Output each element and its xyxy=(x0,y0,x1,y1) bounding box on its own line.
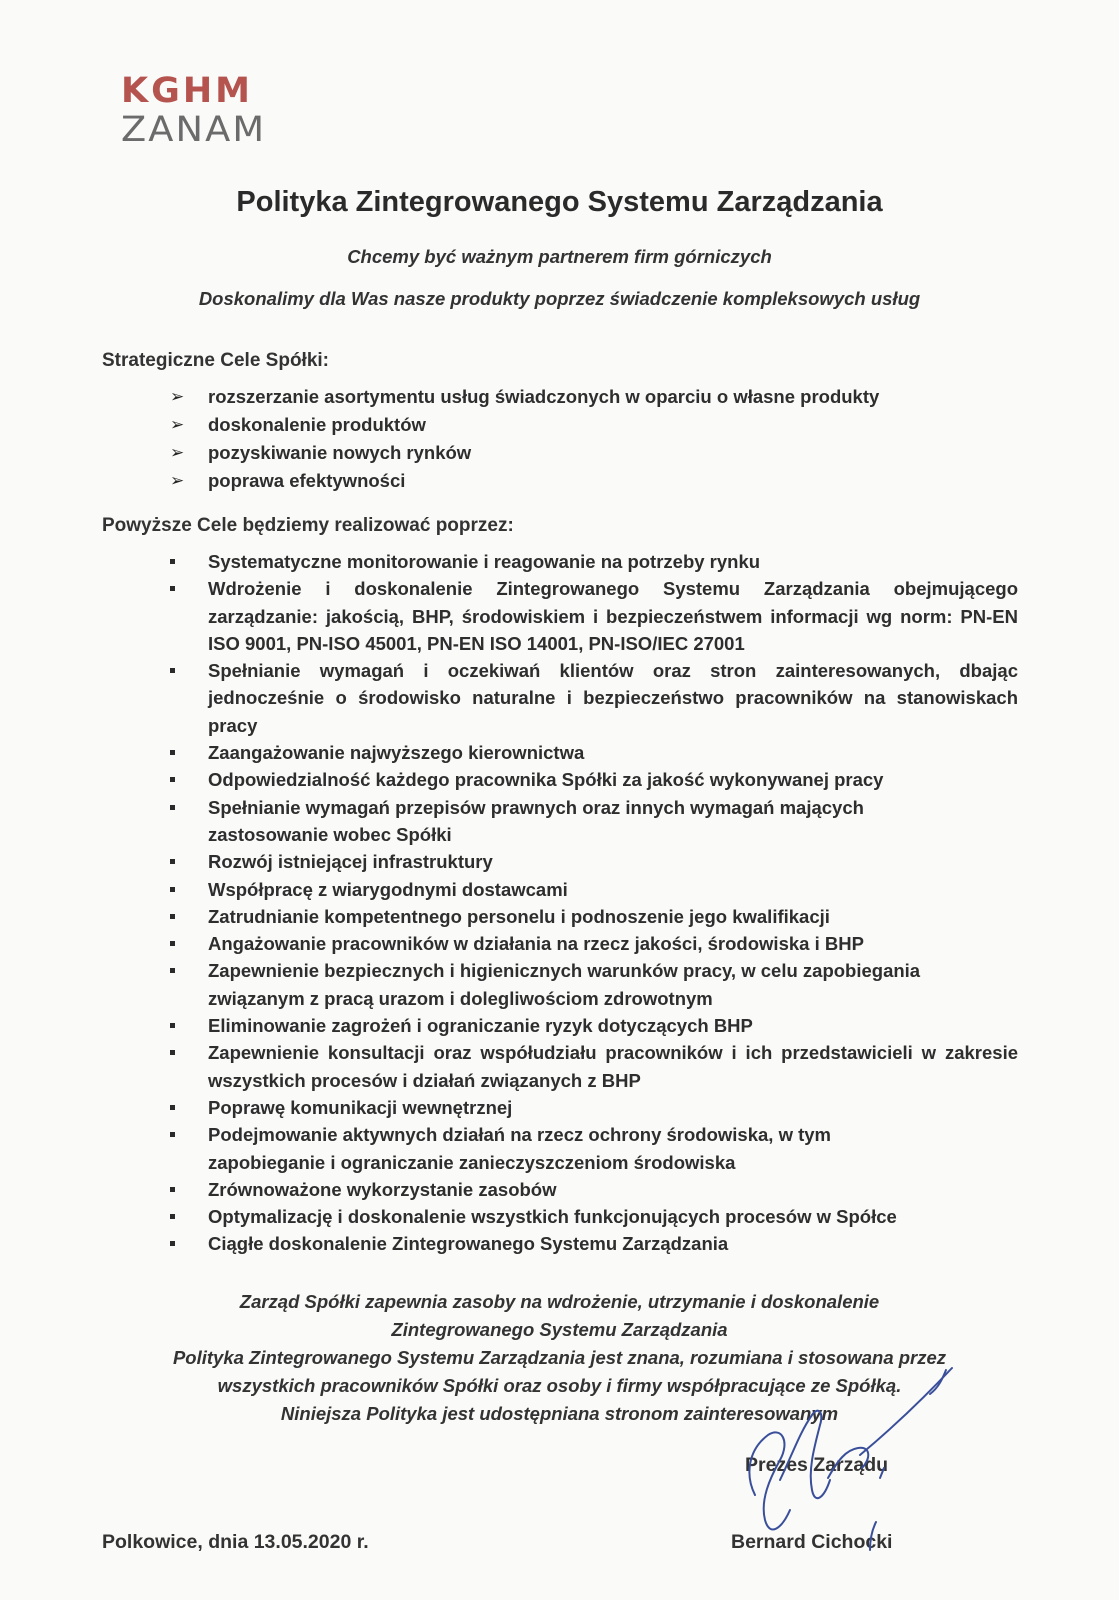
measure-item xyxy=(170,1012,1018,1039)
measure-item xyxy=(170,739,1018,766)
measure-text: Zaangażowanie najwyższego kierownictwa xyxy=(208,742,585,764)
measure-text: Spełnianie wymagań i oczekiwań klientów oraz stron zainteresowanych, dbając jednocześnie o środowisko naturalne i bezpieczeństwo pracowników na stanowiskach pracy xyxy=(208,660,1018,736)
closing-statement xyxy=(0,1288,1119,1428)
measure-text: Ciągłe doskonalenie Zintegrowanego Systemu Zarządzania xyxy=(208,1233,729,1255)
measure-text: Poprawę komunikacji wewnętrznej xyxy=(208,1096,513,1118)
measure-item xyxy=(170,548,1018,575)
document-title: Polityka Zintegrowanego Systemu Zarządzania xyxy=(236,186,883,218)
square-bullet-icon xyxy=(170,1105,175,1110)
measure-text: Wdrożenie i doskonalenie Zintegrowanego Systemu Zarządzania obejmującego zarządzanie: jakością, BHP, środowiskiem i bezpieczeństwem informacji wg norm: PN-EN ISO 9001, PN-ISO 45001, PN-EN ISO 14001, PN-ISO/IEC 27001 xyxy=(208,578,1018,654)
motto-1: Chcemy być ważnym partnerem firm górniczych xyxy=(347,246,772,267)
goals-heading: Strategiczne Cele Spółki: xyxy=(102,350,330,371)
closing-line: Zintegrowanego Systemu Zarządzania xyxy=(391,1319,728,1340)
goal-item xyxy=(170,383,879,411)
closing-line: wszystkich pracowników Spółki oraz osoby i firmy współpracujące ze Spółką. xyxy=(217,1375,902,1396)
square-bullet-icon xyxy=(170,887,175,892)
measure-text: Zapewnienie bezpiecznych i higienicznych warunków pracy, w celu zapobiegania związanym z pracą urazom i dolegliwościom zdrowotnym xyxy=(208,960,921,1009)
square-bullet-icon xyxy=(170,914,175,919)
arrow-bullet-icon: ➢ xyxy=(170,443,185,462)
square-bullet-icon xyxy=(170,941,175,946)
motto-2: Doskonalimy dla Was nasze produkty poprzez świadczenie kompleksowych usług xyxy=(198,288,921,309)
measure-text: Współpracę z wiarygodnymi dostawcami xyxy=(208,878,568,900)
square-bullet-icon xyxy=(170,777,175,782)
arrow-bullet-icon: ➢ xyxy=(170,471,185,490)
arrow-bullet-icon: ➢ xyxy=(170,415,185,434)
signatory-name: Bernard Cichocki xyxy=(731,1531,893,1553)
goals-list xyxy=(170,383,879,495)
measures-list xyxy=(170,548,1018,1258)
goal-text: pozyskiwanie nowych rynków xyxy=(208,442,472,463)
measure-item xyxy=(170,1121,1018,1176)
square-bullet-icon xyxy=(170,1132,175,1137)
arrow-bullet-icon: ➢ xyxy=(170,387,185,406)
measure-item xyxy=(170,957,1018,1012)
measures-heading: Powyższe Cele będziemy realizować poprzez: xyxy=(102,515,514,536)
square-bullet-icon xyxy=(170,805,175,810)
measure-text: Odpowiedzialność każdego pracownika Spółki za jakość wykonywanej pracy xyxy=(208,769,884,791)
measure-item xyxy=(170,1176,1018,1203)
measure-text: Rozwój istniejącej infrastruktury xyxy=(208,851,493,873)
goal-text: poprawa efektywności xyxy=(208,470,406,491)
closing-line: Polityka Zintegrowanego Systemu Zarządzania jest znana, rozumiana i stosowana przez xyxy=(172,1347,947,1368)
goal-text: rozszerzanie asortymentu usług świadczonych w oparciu o własne produkty xyxy=(208,386,880,407)
closing-line: Zarząd Spółki zapewnia zasoby na wdrożenie, utrzymanie i doskonalenie xyxy=(239,1291,880,1312)
goal-item xyxy=(170,439,879,467)
goal-item xyxy=(170,411,879,439)
measure-item xyxy=(170,1230,1018,1257)
measure-text: Angażowanie pracowników w działania na rzecz jakości, środowiska i BHP xyxy=(208,933,864,955)
measure-text: Spełnianie wymagań przepisów prawnych oraz innych wymagań mających zastosowanie wobec Spółki xyxy=(208,796,864,845)
square-bullet-icon xyxy=(170,750,175,755)
goal-item xyxy=(170,467,879,495)
square-bullet-icon xyxy=(170,559,175,564)
place-and-date: Polkowice, dnia 13.05.2020 r. xyxy=(102,1531,369,1553)
measure-item xyxy=(170,794,1018,849)
company-logo xyxy=(121,71,267,150)
logo-line-1: KGHM xyxy=(121,71,253,111)
measure-text: Zatrudnianie kompetentnego personelu i podnoszenie jego kwalifikacji xyxy=(208,905,830,927)
measure-text: Zrównoważone wykorzystanie zasobów xyxy=(208,1178,557,1200)
square-bullet-icon xyxy=(170,1214,175,1219)
measure-item xyxy=(170,930,1018,957)
measure-text: Systematyczne monitorowanie i reagowanie na potrzeby rynku xyxy=(208,551,761,572)
measure-item xyxy=(170,1039,1018,1094)
square-bullet-icon xyxy=(170,1023,175,1028)
measure-item xyxy=(170,766,1018,793)
measure-item xyxy=(170,1094,1018,1121)
measure-item xyxy=(170,575,1018,657)
measure-text: Eliminowanie zagrożeń i ograniczanie ryzyk dotyczących BHP xyxy=(208,1015,753,1037)
measure-text: Podejmowanie aktywnych działań na rzecz ochrony środowiska, w tym zapobieganie i ograniczanie zanieczyszczeniom środowiska xyxy=(208,1124,832,1173)
goal-text: doskonalenie produktów xyxy=(208,414,426,435)
measure-item xyxy=(170,1203,1018,1230)
square-bullet-icon xyxy=(170,586,175,591)
signatory-role: Prezes Zarządu xyxy=(745,1454,889,1476)
square-bullet-icon xyxy=(170,859,175,864)
square-bullet-icon xyxy=(170,1187,175,1192)
logo-line-2: ZANAM xyxy=(121,110,267,150)
measure-item xyxy=(170,848,1018,875)
measure-item xyxy=(170,903,1018,930)
measure-text: Zapewnienie konsultacji oraz współudziału pracowników i ich przedstawicieli w zakresie wszystkich procesów i działań związanych z BHP xyxy=(208,1042,1018,1091)
measure-item xyxy=(170,876,1018,903)
square-bullet-icon xyxy=(170,668,175,673)
measure-text: Optymalizację i doskonalenie wszystkich funkcjonujących procesów w Spółce xyxy=(208,1206,897,1228)
measure-item xyxy=(170,657,1018,739)
square-bullet-icon xyxy=(170,968,175,973)
closing-line: Niniejsza Polityka jest udostępniana stronom zainteresowanym xyxy=(280,1403,839,1424)
square-bullet-icon xyxy=(170,1050,175,1055)
square-bullet-icon xyxy=(170,1241,175,1246)
